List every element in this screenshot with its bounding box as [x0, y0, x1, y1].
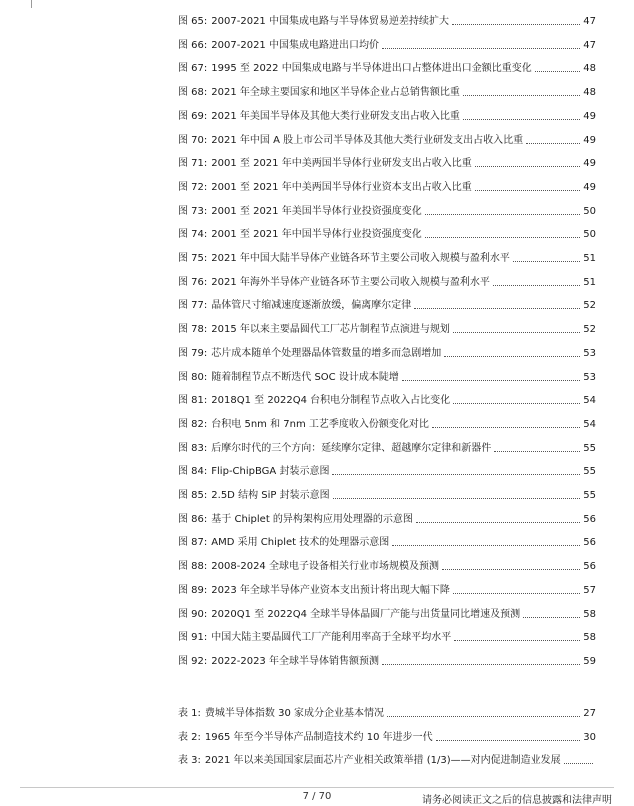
dot-leader	[494, 451, 580, 452]
figure-entry[interactable]	[178, 626, 596, 644]
entry-page-number: 49	[583, 181, 596, 193]
entry-title: 2022-2023 年全球半导体销售额预测	[211, 655, 379, 667]
entry-label: 图 67:	[178, 63, 208, 75]
dot-leader	[387, 716, 580, 717]
table-entry[interactable]	[178, 726, 596, 744]
entry-page-number: 55	[583, 490, 596, 501]
figure-entry[interactable]	[178, 200, 596, 218]
figure-entry[interactable]	[178, 294, 596, 312]
dot-leader	[535, 71, 581, 72]
entry-title: 2001 至 2021 年美国半导体行业投资强度变化	[211, 205, 422, 217]
entry-label: 图 80:	[178, 371, 208, 383]
entry-label: 图 78:	[178, 324, 208, 336]
entry-title: 2021 年中国 A 股上市公司半导体及其他大类行业研发支出占收入比重	[211, 134, 524, 146]
entry-label: 图 76:	[178, 276, 208, 288]
entry-title: 2001 至 2021 年中美两国半导体行业资本支出占收入比重	[211, 181, 472, 193]
entry-page-number: 53	[583, 371, 596, 383]
entry-label: 图 83:	[178, 442, 208, 454]
entry-page-number: 58	[583, 608, 596, 620]
entry-label: 图 75:	[178, 253, 208, 264]
entry-page-number: 55	[583, 466, 596, 478]
figure-entry[interactable]	[178, 247, 596, 265]
entry-title: 2021 年海外半导体产业链各环节主要公司收入规模与盈利水平	[211, 276, 490, 288]
entry-title: 2021 年中国大陆半导体产业链各环节主要公司收入规模与盈利水平	[211, 253, 510, 264]
dot-leader	[452, 24, 580, 25]
dot-leader	[526, 143, 580, 144]
entry-title: 2.5D 结构 SiP 封装示意图	[211, 490, 330, 501]
entry-label: 图 71:	[178, 158, 208, 170]
dot-leader	[425, 237, 581, 238]
entry-page-number: 49	[583, 134, 596, 146]
figure-entry[interactable]	[178, 10, 596, 28]
entry-page-number: 57	[583, 584, 596, 596]
entry-title: 后摩尔时代的三个方向：延续摩尔定律、超越摩尔定律和新器件	[211, 442, 492, 454]
entry-title: 2015 年以来主要晶圆代工厂芯片制程节点演进与规划	[211, 324, 450, 336]
dot-leader	[444, 356, 580, 357]
entry-label: 图 66:	[178, 39, 208, 51]
figure-entry[interactable]	[178, 318, 596, 336]
dot-leader	[333, 498, 581, 499]
entry-title: 台积电 5nm 和 7nm 工艺季度收入份额变化对比	[211, 418, 429, 430]
dot-leader	[382, 664, 580, 665]
figure-entry[interactable]	[178, 152, 596, 170]
entry-label: 图 65:	[178, 16, 208, 27]
entry-page-number: 52	[583, 324, 596, 336]
entry-page-number: 56	[583, 561, 596, 573]
entry-title: 费城半导体指数 30 家成分企业基本情况	[204, 708, 385, 719]
entry-page-number: 50	[583, 229, 596, 241]
dot-leader	[564, 763, 593, 764]
entry-title: 晶体管尺寸缩减速度逐渐放缓，偏离摩尔定律	[211, 300, 412, 312]
entry-label: 表 1:	[178, 708, 201, 719]
dot-leader	[513, 261, 580, 262]
entry-page-number: 48	[583, 87, 596, 99]
dot-leader	[463, 119, 580, 120]
dot-leader	[523, 617, 580, 618]
entry-title: 芯片成本随单个处理器晶体管数量的增多而急剧增加	[211, 347, 442, 359]
entry-title: 1965 年至今半导体产品制造技术约 10 年进步一代	[204, 731, 433, 743]
entry-page-number: 48	[583, 63, 596, 75]
entry-label: 图 86:	[178, 513, 208, 525]
page-number: 7 / 70	[302, 791, 332, 802]
entry-label: 表 3:	[178, 755, 201, 767]
entry-label: 图 79:	[178, 347, 208, 359]
dot-leader	[475, 166, 581, 167]
entry-label: 图 90:	[178, 608, 208, 620]
entry-page-number: 59	[583, 655, 596, 667]
legal-disclaimer: 请务必阅读正文之后的信息披露和法律声明	[422, 795, 612, 806]
entry-title: 2001 至 2021 年中美两国半导体行业研发支出占收入比重	[211, 158, 472, 170]
dot-leader	[332, 474, 580, 475]
entry-label: 图 73:	[178, 205, 208, 217]
dot-leader	[454, 640, 580, 641]
entry-title: 中国大陆主要晶圆代工厂产能利用率高于全球平均水平	[211, 632, 452, 644]
dot-leader	[463, 95, 580, 96]
dot-leader	[493, 285, 580, 286]
entry-title: 2023 年全球半导体产业资本支出预计将出现大幅下降	[211, 584, 450, 596]
entry-label: 图 69:	[178, 110, 208, 122]
entry-label: 图 88:	[178, 561, 208, 573]
dot-leader	[436, 740, 581, 741]
entry-title: 2001 至 2021 年中国半导体行业投资强度变化	[211, 229, 422, 241]
entry-label: 图 81:	[178, 395, 208, 407]
entry-page-number: 56	[583, 513, 596, 525]
entry-title: 1995 至 2022 中国集成电路与半导体进出口占整体进出口金额比重变化	[211, 63, 532, 75]
dot-leader	[453, 593, 580, 594]
entry-label: 图 68:	[178, 87, 208, 99]
dot-leader	[432, 427, 580, 428]
entry-title: 基于 Chiplet 的异构架构应用处理器的示意图	[211, 513, 413, 525]
entry-title: 2018Q1 至 2022Q4 台积电分制程节点收入占比变化	[211, 395, 451, 407]
dot-leader	[475, 190, 581, 191]
figure-entry[interactable]	[178, 508, 596, 526]
entry-label: 图 70:	[178, 134, 208, 146]
dot-leader	[425, 214, 581, 215]
entry-page-number: 54	[583, 418, 596, 430]
table-entry[interactable]	[178, 749, 596, 767]
figure-entry[interactable]	[178, 271, 596, 289]
entry-title: 随着制程节点不断迭代 SOC 设计成本陡增	[211, 371, 399, 383]
entry-page-number: 56	[583, 537, 596, 549]
entry-title: 2020Q1 至 2022Q4 全球半导体晶圆厂产能与出货量同比增速及预测	[211, 608, 521, 620]
entry-label: 图 91:	[178, 632, 208, 644]
dot-leader	[416, 522, 580, 523]
entry-title: 2007-2021 中国集成电路与半导体贸易逆差持续扩大	[211, 16, 449, 27]
table-entry[interactable]	[178, 702, 596, 720]
entry-page-number: 47	[583, 39, 596, 51]
dot-leader	[442, 569, 580, 570]
entry-label: 图 82:	[178, 418, 208, 430]
figure-entry[interactable]	[178, 129, 596, 147]
entry-page-number: 50	[583, 205, 596, 217]
entry-page-number: 49	[583, 158, 596, 170]
figure-entry[interactable]	[178, 389, 596, 407]
entry-page-number: 51	[583, 276, 596, 288]
entry-page-number: 52	[583, 300, 596, 312]
figure-entry[interactable]	[178, 413, 596, 431]
dot-leader	[414, 308, 580, 309]
entry-title: 2021 年以来美国国家层面芯片产业相关政策举措 (1/3)——对内促进制造业发展	[204, 755, 561, 767]
figure-entry[interactable]	[178, 555, 596, 573]
entry-label: 图 84:	[178, 466, 208, 478]
figure-entry[interactable]	[178, 57, 596, 75]
top-border-line	[31, 0, 32, 8]
figure-entry[interactable]	[178, 579, 596, 597]
figure-entry[interactable]	[178, 176, 596, 194]
entry-page-number: 55	[583, 442, 596, 454]
entry-title: 2021 年全球主要国家和地区半导体企业占总销售额比重	[211, 87, 460, 99]
figure-entry[interactable]	[178, 105, 596, 123]
entry-page-number: 30	[583, 731, 596, 743]
entry-page-number: 53	[583, 347, 596, 359]
entry-label: 图 92:	[178, 655, 208, 667]
entry-title: Flip-ChipBGA 封装示意图	[211, 466, 330, 478]
entry-title: AMD 采用 Chiplet 技术的处理器示意图	[211, 537, 390, 549]
figure-entry[interactable]	[178, 34, 596, 52]
entry-page-number: 58	[583, 632, 596, 644]
dot-leader	[453, 332, 580, 333]
entry-title: 2021 年美国半导体及其他大类行业研发支出占收入比重	[211, 110, 460, 122]
dot-leader	[382, 48, 580, 49]
entry-page-number: 47	[583, 16, 596, 27]
footer-divider	[20, 787, 614, 788]
figure-entry[interactable]	[178, 81, 596, 99]
dot-leader	[392, 545, 580, 546]
entry-page-number: 49	[583, 110, 596, 122]
entry-page-number: 51	[583, 253, 596, 264]
entry-label: 图 77:	[178, 300, 208, 312]
entry-label: 图 74:	[178, 229, 208, 241]
entry-label: 图 85:	[178, 490, 208, 501]
figure-entry[interactable]	[178, 460, 596, 478]
figure-entry[interactable]	[178, 603, 596, 621]
dot-leader	[402, 380, 580, 381]
entry-label: 图 72:	[178, 181, 208, 193]
entry-title: 2007-2021 中国集成电路进出口均价	[211, 39, 379, 51]
dot-leader	[453, 403, 580, 404]
entry-label: 图 89:	[178, 584, 208, 596]
figure-entry[interactable]	[178, 531, 596, 549]
figure-entry[interactable]	[178, 223, 596, 241]
entry-title: 2008-2024 全球电子设备相关行业市场规模及预测	[211, 561, 439, 573]
figure-entry[interactable]	[178, 650, 596, 668]
figure-entry[interactable]	[178, 484, 596, 502]
entry-page-number: 27	[583, 708, 596, 719]
figure-entry[interactable]	[178, 437, 596, 455]
entry-page-number: 54	[583, 395, 596, 407]
entry-label: 表 2:	[178, 731, 201, 743]
entry-label: 图 87:	[178, 537, 208, 549]
figure-entry[interactable]	[178, 342, 596, 360]
figure-entry[interactable]	[178, 366, 596, 384]
